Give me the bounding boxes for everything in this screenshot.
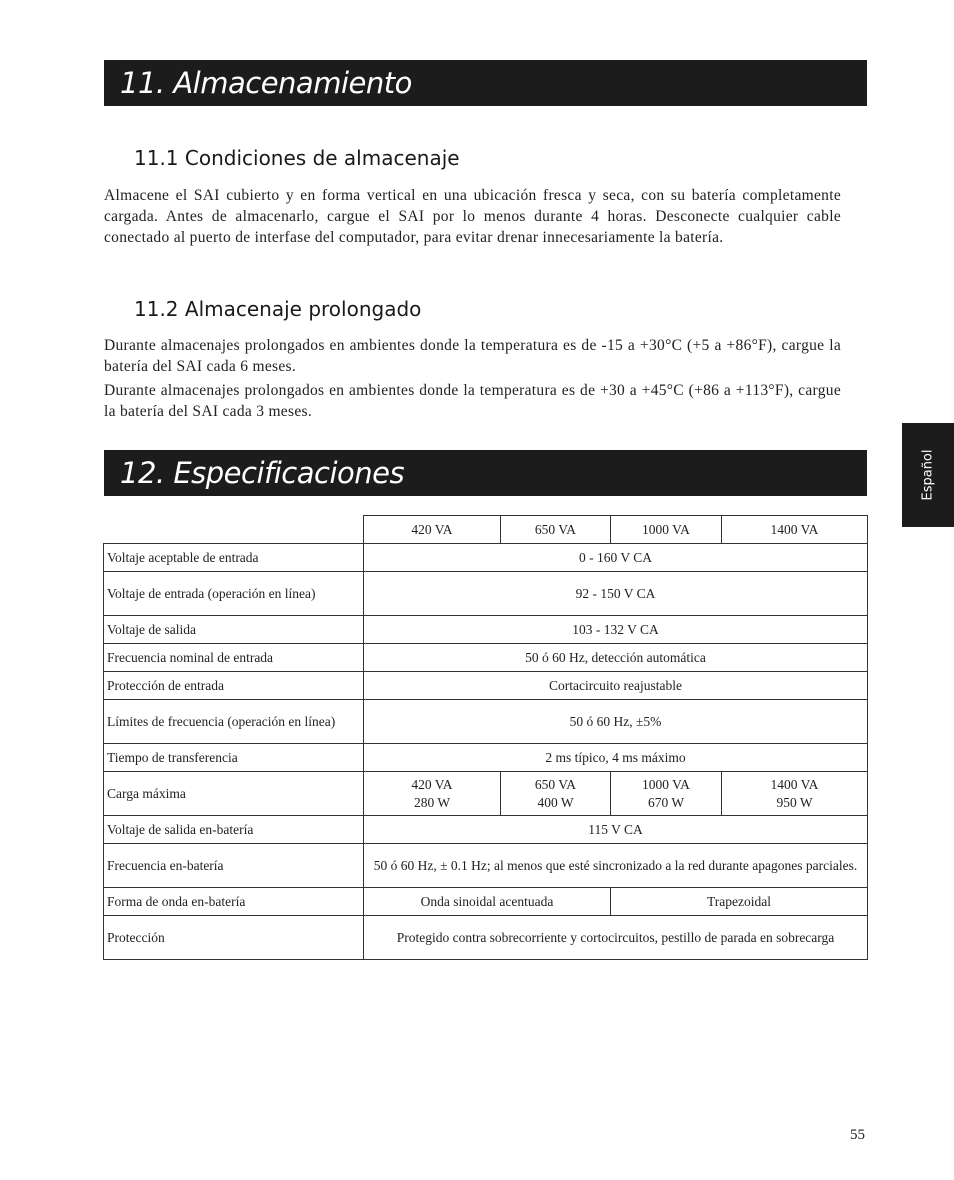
row-value: 50 ó 60 Hz, ± 0.1 Hz; al menos que esté sincronizado a la red durante apagones parciales. (364, 844, 868, 888)
table-row (104, 916, 868, 960)
row-value: 92 - 150 V CA (364, 572, 868, 616)
row-value: 2 ms típico, 4 ms máximo (364, 744, 868, 772)
prolonged-storage-text-1: Durante almacenajes prolongados en ambientes donde la temperatura es de -15 a +30°C (+5 a +86°F), cargue la batería del SAI cada 6 meses. (104, 337, 841, 375)
subsection-11-2-title: 11.2 Almacenaje prolongado (134, 297, 422, 321)
table-header-row (104, 516, 868, 544)
max-load-1000: 1000 VA 670 W (611, 772, 722, 816)
row-label: Forma de onda en-batería (104, 888, 364, 916)
row-label: Frecuencia en-batería (104, 844, 364, 888)
max-load-650: 650 VA 400 W (501, 772, 611, 816)
table-row (104, 844, 868, 888)
language-label: Español (920, 449, 936, 501)
table-row (104, 616, 868, 644)
storage-conditions-text: Almacene el SAI cubierto y en forma vertical en una ubicación fresca y seca, con su batería completamente cargada. Antes de almacenarlo, cargue el SAI por lo menos durante 4 horas. Desconecte cualquier cable conectado al puerto de interfase del computador, para evitar drenar innecesariamente la batería. (104, 187, 841, 246)
header-1400va: 1400 VA (722, 516, 868, 544)
subsection-11-1-title: 11.1 Condiciones de almacenaje (134, 146, 460, 170)
row-label: Tiempo de transferencia (104, 744, 364, 772)
header-420va: 420 VA (364, 516, 501, 544)
row-label: Límites de frecuencia (operación en línea) (104, 700, 364, 744)
table-row (104, 744, 868, 772)
table-row (104, 772, 868, 816)
row-value: 115 V CA (364, 816, 868, 844)
row-label: Protección de entrada (104, 672, 364, 700)
header-650va: 650 VA (501, 516, 611, 544)
row-value: Cortacircuito reajustable (364, 672, 868, 700)
table-row (104, 544, 868, 572)
row-label: Protección (104, 916, 364, 960)
row-value: Protegido contra sobrecorriente y cortocircuitos, pestillo de parada en sobrecarga (364, 916, 868, 960)
row-value: Onda sinoidal acentuada (364, 888, 611, 916)
row-label: Voltaje aceptable de entrada (104, 544, 364, 572)
table-row (104, 700, 868, 744)
row-value: 50 ó 60 Hz, detección automática (364, 644, 868, 672)
max-load-420: 420 VA 280 W (364, 772, 501, 816)
table-row (104, 888, 868, 916)
table-row (104, 672, 868, 700)
row-value: 103 - 132 V CA (364, 616, 868, 644)
row-value: 50 ó 60 Hz, ±5% (364, 700, 868, 744)
table-row (104, 816, 868, 844)
max-load-1400: 1400 VA 950 W (722, 772, 868, 816)
section-11-title: 11. Almacenamiento (104, 60, 867, 106)
page-number: 55 (850, 1127, 865, 1143)
row-label: Voltaje de salida en-batería (104, 816, 364, 844)
table-row (104, 572, 868, 616)
language-side-tab (902, 423, 954, 527)
row-value: 0 - 160 V CA (364, 544, 868, 572)
section-12-title: 12. Especificaciones (104, 450, 867, 496)
table-row (104, 644, 868, 672)
row-label: Voltaje de salida (104, 616, 364, 644)
row-value: Trapezoidal (611, 888, 868, 916)
prolonged-storage-text-2: Durante almacenajes prolongados en ambientes donde la temperatura es de +30 a +45°C (+86 a +113°F), cargue la batería del SAI cada 3 meses. (104, 382, 841, 420)
row-label: Frecuencia nominal de entrada (104, 644, 364, 672)
header-1000va: 1000 VA (611, 516, 722, 544)
row-label: Voltaje de entrada (operación en línea) (104, 572, 364, 616)
specifications-table (103, 515, 868, 960)
row-label: Carga máxima (104, 772, 364, 816)
